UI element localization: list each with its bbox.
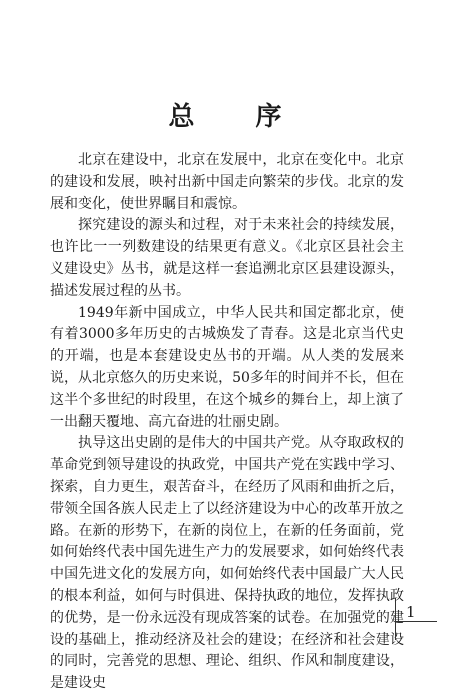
page-title: 总 序 [168, 102, 308, 132]
paragraph: 探究建设的源头和过程，对于未来社会的持续发展，也许比一一列数建设的结果更有意义。《北京区县社会主义建设史》丛书，就是这样一套追溯北京区县建设源头，描述发展过程的丛书。 [50, 217, 404, 299]
paragraph: 北京在建设中，北京在发展中，北京在变化中。北京的建设和发展，映衬出新中国走向繁荣的步伐。北京的发展和变化，使世界瞩目和震惊。 [50, 152, 404, 212]
crop-mark-horizontal [395, 621, 437, 622]
paragraph: 执导这出史剧的是伟大的中国共产党。从夺取政权的革命党到领导建设的执政党，中国共产党在实践中学习、探索，自力更生，艰苦奋斗，在经历了风雨和曲折之后，带领全国各族人民走上了以经济建设为中心的改革开放之路。在新的形势下，在新的岗位上，在新的任务面前，党如何始终代表中国先进生产力的发展要求，如何始终代表中国先进文化的发展方向，如何始终代表中国最广大人民的根本利益，如何与时俱进、保持执政的地位，发挥执政的优势，是一份永远没有现成答案的试卷。在加强党的建设的基础上，推动经济及社会的建设；在经济和社会建设的同时，完善党的思想、理论、组织、作风和制度建设，是建设史 [50, 435, 404, 692]
paragraph: 1949年新中国成立，中华人民共和国定都北京，使有着3000多年历史的古城焕发了青春。这是北京当代史的开端，也是本套建设史丛书的开端。从人类的发展来说，从北京悠久的历史来说，50多年的时间并不长，但在这半个多世纪的时段里，在这个城乡的舞台上，却上演了一出翻天覆地、高亢奋进的壮丽史剧。 [50, 304, 404, 430]
crop-mark-vertical [395, 598, 396, 640]
body-text [50, 150, 404, 695]
page-number: 1 [406, 603, 416, 621]
